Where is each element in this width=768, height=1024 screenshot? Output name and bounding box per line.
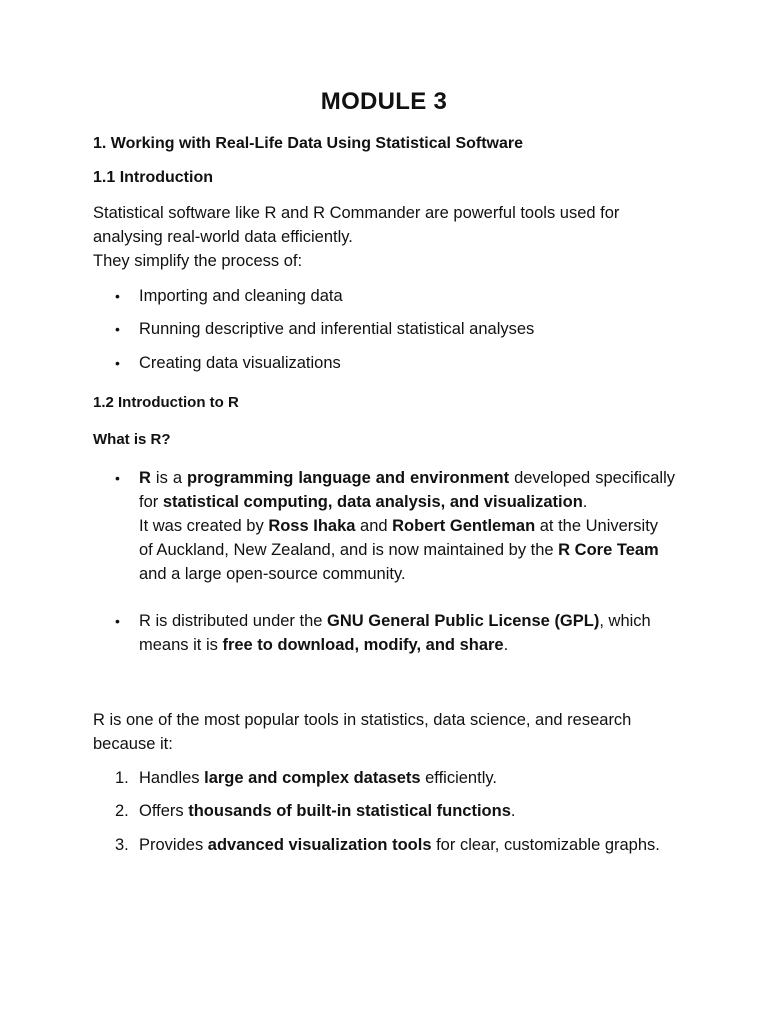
text-run: efficiently. (420, 769, 497, 787)
bold-text: thousands of built-in statistical functions (188, 802, 511, 820)
list-item-text: Running descriptive and inferential statistical analyses (139, 320, 535, 338)
intro-line-2: They simplify the process of: (93, 252, 303, 270)
text-run: It was created by (139, 517, 269, 535)
bold-text: Ross Ihaka (268, 517, 356, 535)
bold-text: R Core Team (558, 541, 659, 559)
bullet-icon: • (115, 470, 120, 486)
list-number: 2. (115, 802, 129, 820)
bullet-icon: • (115, 613, 120, 629)
bullet-icon: • (115, 355, 120, 371)
bold-text: large and complex datasets (204, 769, 421, 787)
text-run: and (355, 517, 393, 535)
text-run: R is distributed under the (139, 612, 328, 630)
bold-text: Robert Gentleman (392, 517, 536, 535)
page-title: MODULE 3 (320, 88, 448, 115)
bold-text: R (139, 469, 151, 487)
intro-line-1: Statistical software like R and R Commander are powerful tools used for analysing real-world data efficiently. (93, 204, 620, 246)
what-is-r-heading: What is R? (93, 431, 171, 448)
text-run: and a large open-source community. (139, 565, 406, 583)
bold-text: GNU General Public License (GPL) (327, 612, 600, 630)
bold-text: free to download, modify, and share (222, 636, 504, 654)
section-1-heading: 1. Working with Real-Life Data Using Statistical Software (93, 135, 524, 152)
intro-paragraph (93, 201, 683, 273)
text-run: . (582, 493, 588, 511)
list-number: 3. (115, 836, 129, 854)
text-run: Provides (139, 836, 208, 854)
bold-text: advanced visualization tools (207, 836, 432, 854)
text-run: developed specifically for (139, 469, 675, 511)
text-run: , which means it is (139, 612, 651, 654)
section-1-1-heading: 1.1 Introduction (93, 169, 213, 186)
section-1-2-heading: 1.2 Introduction to R (93, 394, 239, 411)
bold-text: programming language and environment (186, 469, 510, 487)
r-definition (139, 466, 675, 514)
list-item-text (139, 766, 679, 790)
text-run: . (510, 802, 516, 820)
list-number: 1. (115, 769, 129, 787)
list-item-text (139, 609, 675, 657)
list-item-text (139, 799, 679, 823)
text-run: Handles (139, 769, 205, 787)
bold-text: statistical computing, data analysis, and visualization (162, 493, 583, 511)
text-run: at the University of Auckland, New Zealand, and is now maintained by the (139, 517, 659, 559)
list-item-text: Creating data visualizations (139, 354, 341, 372)
text-run: . (503, 636, 509, 654)
bullet-icon: • (115, 288, 120, 304)
text-run: Offers (139, 802, 189, 820)
r-history (139, 514, 675, 586)
list-item-text: Importing and cleaning data (139, 287, 343, 305)
bullet-icon: • (115, 321, 120, 337)
text-run: for clear, customizable graphs. (431, 836, 660, 854)
list-item-text (139, 466, 675, 586)
text-run: is a (150, 469, 187, 487)
popularity-paragraph: R is one of the most popular tools in statistics, data science, and research because it: (93, 711, 632, 753)
list-item-text (139, 833, 679, 857)
